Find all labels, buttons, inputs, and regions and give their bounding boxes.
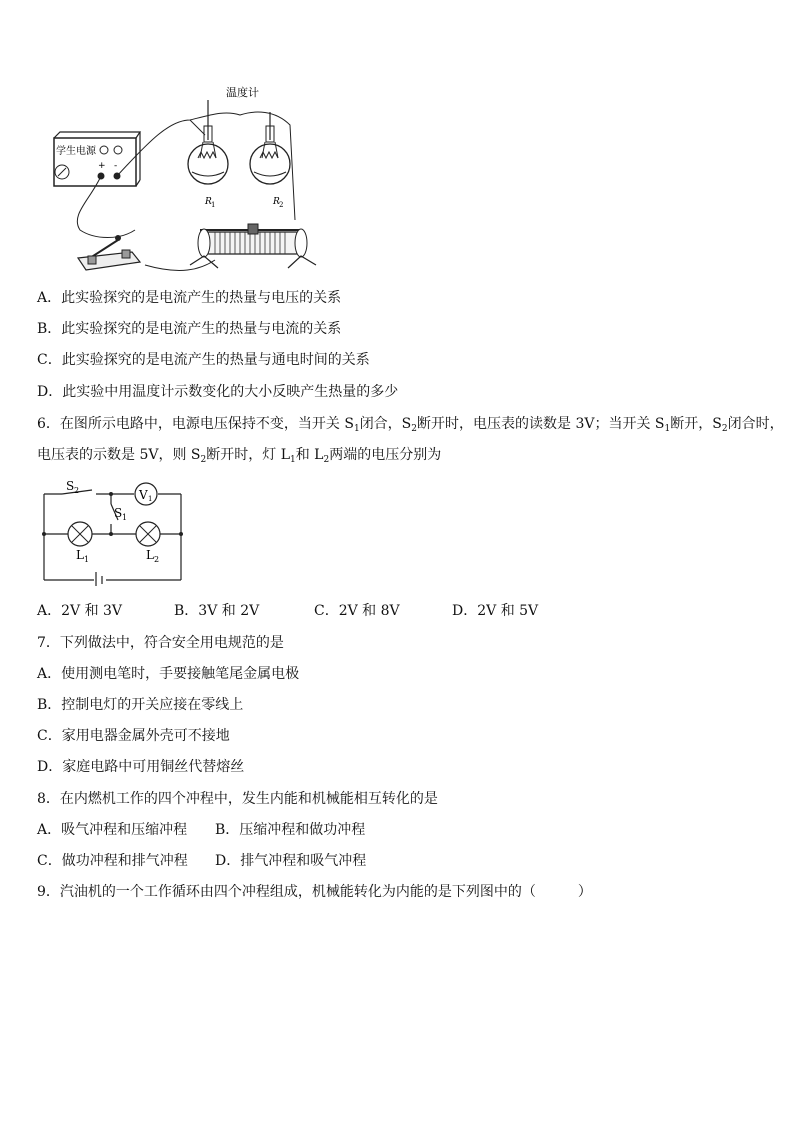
- q6-l2-text-4: 两端的电压分别为: [329, 447, 442, 463]
- q6-text-4: 断开，S: [670, 416, 722, 432]
- q6-l2-text-1: 电压表的示数是 5V，则 S: [37, 447, 201, 463]
- q6-l2-sub-3: 2: [323, 455, 330, 465]
- q6-option-d: D．2V 和 5V: [452, 603, 539, 619]
- q6-sub-1: 1: [353, 424, 360, 434]
- q8-stem: 8．在内燃机工作的四个冲程中，发生内能和机械能相互转化的是: [37, 791, 438, 807]
- q6-sub-2: 2: [411, 424, 418, 434]
- q6-sub-3: 1: [664, 424, 671, 434]
- flask-r1: [188, 100, 228, 209]
- q5-option-c: C．此实验探究的是电流产生的热量与通电时间的关系: [37, 352, 370, 368]
- q6-text-1: 6．在图所示电路中，电源电压保持不变，当开关 S: [37, 416, 354, 432]
- s2-subscript: 2: [74, 486, 80, 495]
- voltmeter-subscript: 1: [148, 495, 153, 503]
- q7-stem: 7．下列做法中，符合安全用电规范的是: [37, 635, 284, 651]
- q6-sub-4: 2: [721, 424, 728, 434]
- q6-l2-text-3: 和 L: [295, 447, 324, 463]
- s2-label: S: [66, 479, 75, 493]
- q6-option-b: B．3V 和 2V: [174, 603, 260, 619]
- s1-label: S: [114, 506, 123, 520]
- l2-label: L: [146, 548, 154, 562]
- q6-circuit-diagram: [36, 474, 188, 586]
- q6-text-3: 断开时，电压表的读数是 3V；当开关 S: [417, 416, 665, 432]
- q9-stem: 9．汽油机的一个工作循环由四个冲程组成，机械能转化为内能的是下列图中的（ ）: [37, 884, 592, 900]
- plus-terminal-label: +: [98, 161, 106, 171]
- r2-label: R: [273, 197, 280, 207]
- thermometer-label: 温度计: [226, 86, 259, 99]
- q6-option-a: A．2V 和 3V: [37, 603, 123, 619]
- q8-option-b: B．压缩冲程和做功冲程: [215, 822, 366, 838]
- student-power-supply: [54, 132, 140, 186]
- minus-terminal-label: -: [114, 161, 118, 171]
- q6-option-c: C．2V 和 8V: [314, 603, 400, 619]
- flask-r2: [250, 112, 290, 209]
- l2-subscript: 2: [154, 555, 160, 564]
- q8-option-c: C．做功冲程和排气冲程: [37, 853, 188, 869]
- rheostat: [190, 224, 316, 268]
- l1-subscript: 1: [84, 555, 90, 564]
- experiment-apparatus-figure: [40, 80, 360, 280]
- q5-option-b: B．此实验探究的是电流产生的热量与电流的关系: [37, 321, 342, 337]
- q7-option-b: B．控制电灯的开关应接在零线上: [37, 697, 244, 713]
- voltmeter-label: V: [139, 488, 148, 502]
- q7-option-a: A．使用测电笔时，手要接触笔尾金属电极: [37, 666, 300, 682]
- q6-stem-line1: [37, 414, 784, 439]
- power-supply-label: 学生电源: [56, 146, 96, 157]
- q7-option-d: D．家庭电路中可用铜丝代替熔丝: [37, 759, 245, 775]
- r2-subscript: 2: [279, 201, 284, 209]
- q7-option-c: C．家用电器金属外壳可不接地: [37, 728, 230, 744]
- q5-option-d: D．此实验中用温度计示数变化的大小反映产生热量的多少: [37, 384, 399, 400]
- q6-text-2: 闭合，S: [359, 416, 412, 432]
- lamp-l2: [136, 522, 160, 546]
- r1-subscript: 1: [211, 201, 216, 209]
- q8-options-row2: [37, 851, 367, 871]
- q6-l2-text-2: 断开时，灯 L: [206, 447, 290, 463]
- q8-option-a: A．吸气冲程和压缩冲程: [37, 822, 188, 838]
- q8-options-row1: [37, 820, 366, 840]
- lamp-l1: [68, 522, 92, 546]
- q6-l2-sub-1: 2: [200, 455, 207, 465]
- r1-label: R: [205, 197, 212, 207]
- q8-option-d: D．排气冲程和吸气冲程: [215, 853, 367, 869]
- l1-label: L: [76, 548, 84, 562]
- q6-l2-sub-2: 1: [290, 455, 296, 465]
- s1-subscript: 1: [122, 513, 128, 522]
- q6-stem-line2: [37, 445, 441, 470]
- q5-option-a: A．此实验探究的是电流产生的热量与电压的关系: [37, 290, 342, 306]
- knife-switch: [78, 235, 140, 270]
- q6-text-5: 闭合时，: [727, 416, 784, 432]
